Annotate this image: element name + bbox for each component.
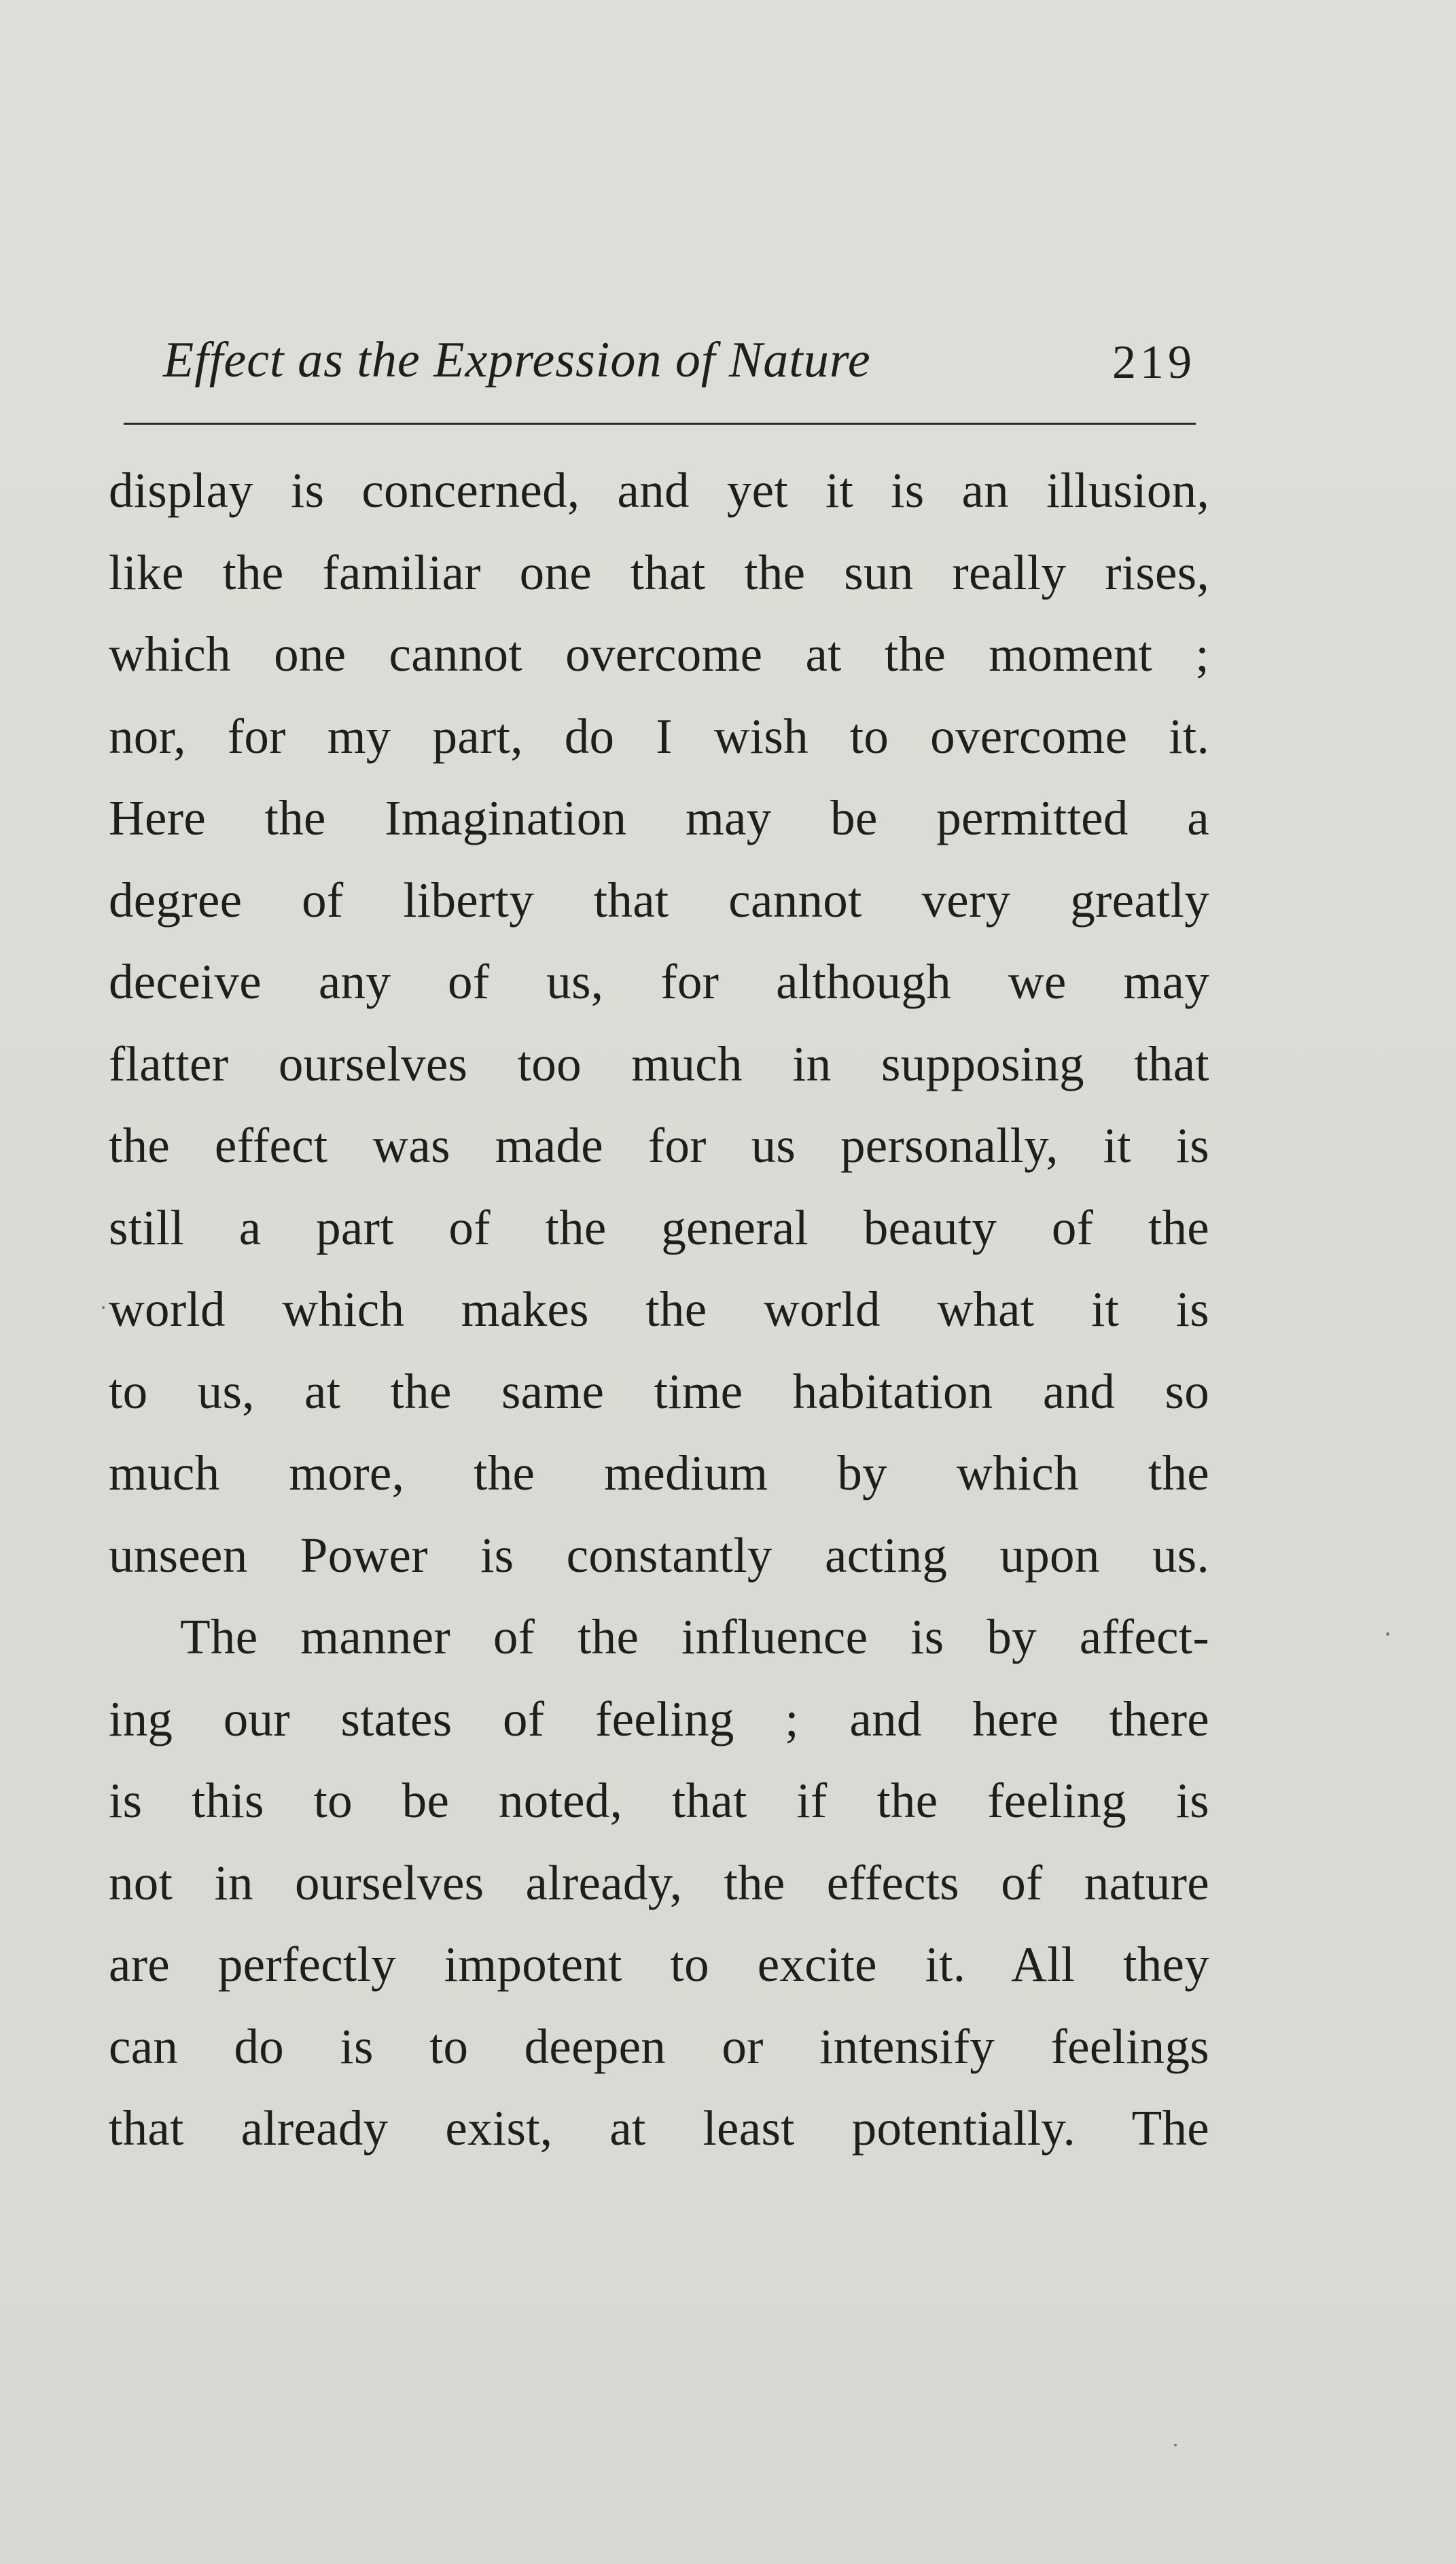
text-line: much more, the medium by which the — [109, 1445, 1209, 1500]
paper-speck — [1174, 2444, 1177, 2446]
text-line: which one cannot overcome at the moment ; — [109, 627, 1209, 682]
paper-speck — [1386, 1632, 1389, 1636]
text-line: not in ourselves already, the effects of nature — [109, 1855, 1209, 1910]
page-number: 219 — [1112, 336, 1196, 389]
body-text — [109, 450, 1209, 2170]
text-line: deceive any of us, for although we may — [109, 954, 1209, 1009]
text-line: flatter ourselves too much in supposing that — [109, 1036, 1209, 1091]
text-line: the effect was made for us personally, it is — [109, 1118, 1209, 1173]
running-title: Effect as the Expression of Nature — [163, 332, 871, 388]
text-line: world which makes the world what it is — [109, 1282, 1209, 1337]
text-line: ing our states of feeling ; and here there — [109, 1691, 1209, 1746]
text-line: is this to be noted, that if the feeling is — [109, 1773, 1209, 1828]
running-head — [109, 332, 1196, 413]
text-line: degree of liberty that cannot very greatly — [109, 872, 1209, 928]
text-line: display is concerned, and yet it is an illusion, — [109, 463, 1209, 518]
text-line: can do is to deepen or intensify feelings — [109, 2018, 1209, 2074]
text-line: nor, for my part, do I wish to overcome it. — [109, 708, 1209, 764]
text-line: still a part of the general beauty of the — [109, 1199, 1209, 1255]
paragraph-first-line: The manner of the influence is by affect- — [180, 1609, 1209, 1664]
header-rule — [124, 423, 1196, 425]
text-line: that already exist, at least potentially. The — [109, 2101, 1209, 2156]
text-line: like the familiar one that the sun really rises, — [109, 544, 1209, 600]
text-line: are perfectly impotent to excite it. All they — [109, 1937, 1209, 1992]
text-line: unseen Power is constantly acting upon us. — [109, 1527, 1209, 1583]
text-line: Here the Imagination may be permitted a — [109, 790, 1209, 845]
text-line: to us, at the same time habitation and so — [109, 1363, 1209, 1419]
paper-speck — [102, 1306, 105, 1309]
